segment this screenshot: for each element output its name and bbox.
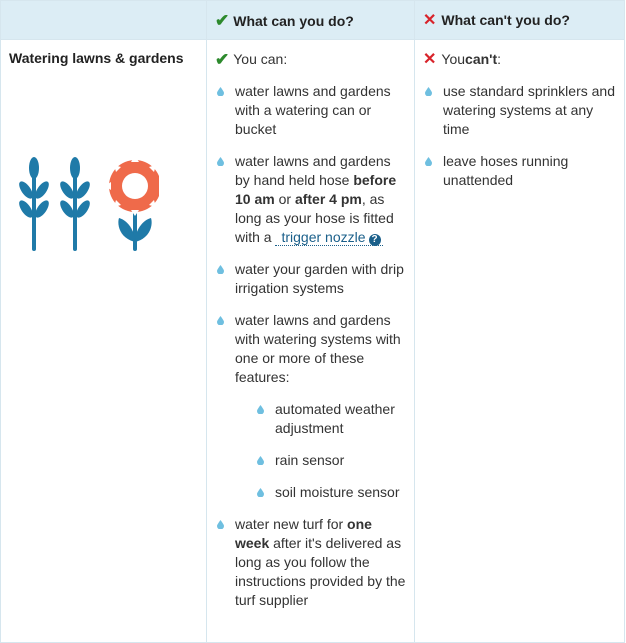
trigger-nozzle-link[interactable] bbox=[275, 229, 382, 246]
droplet-icon bbox=[425, 157, 432, 166]
help-icon[interactable]: ? bbox=[369, 234, 381, 246]
cant-intro-bold: can't bbox=[465, 51, 498, 67]
list-item-text: water your garden with drip irrigation systems bbox=[235, 261, 404, 296]
can-intro bbox=[215, 50, 406, 69]
list-item bbox=[215, 82, 406, 139]
cross-icon: ✕ bbox=[423, 11, 437, 29]
bold-time: before 10 am bbox=[235, 172, 397, 207]
droplet-icon bbox=[217, 520, 224, 529]
row-label: Watering lawns & gardens bbox=[9, 50, 184, 66]
list-item-text: leave hoses running unattended bbox=[443, 153, 569, 188]
droplet-icon bbox=[257, 405, 264, 414]
can-list bbox=[215, 82, 406, 610]
check-icon: ✔ bbox=[215, 10, 230, 30]
header-cant bbox=[415, 1, 625, 40]
list-item bbox=[423, 82, 616, 139]
list-item-text: after it's delivered as long as you follow the instructions provided by the turf supplier bbox=[235, 535, 406, 608]
bold-duration: one week bbox=[235, 516, 372, 551]
row-label-cell bbox=[1, 40, 207, 643]
header-corner bbox=[1, 1, 207, 40]
list-item bbox=[255, 451, 406, 470]
list-item bbox=[215, 311, 406, 502]
header-can bbox=[207, 1, 415, 40]
droplet-icon bbox=[217, 316, 224, 325]
droplet-icon bbox=[425, 87, 432, 96]
can-intro-text: You can: bbox=[233, 51, 288, 67]
feature-text: rain sensor bbox=[275, 452, 345, 468]
trigger-nozzle-link-text[interactable]: trigger nozzle bbox=[281, 229, 366, 245]
cant-intro-colon: : bbox=[497, 51, 502, 67]
feature-text: automated weather adjustment bbox=[275, 401, 395, 436]
list-item-text: water lawns and gardens with watering systems with one or more of these features: bbox=[235, 312, 401, 385]
cross-icon: ✕ bbox=[423, 51, 437, 68]
can-cell bbox=[207, 40, 415, 643]
list-item-text: , as long as your hose is fitted with a bbox=[235, 191, 394, 245]
list-item bbox=[255, 483, 406, 502]
droplet-icon bbox=[217, 157, 224, 166]
list-item bbox=[423, 152, 616, 190]
cant-intro bbox=[423, 50, 616, 69]
droplet-icon bbox=[257, 456, 264, 465]
header-can-label: What can you do? bbox=[233, 12, 354, 29]
header-row bbox=[1, 1, 625, 40]
bold-time: after 4 pm bbox=[294, 191, 362, 207]
cant-intro-text: You bbox=[441, 51, 466, 67]
droplet-icon bbox=[217, 87, 224, 96]
cant-cell bbox=[415, 40, 625, 643]
droplet-icon bbox=[217, 265, 224, 274]
droplet-icon bbox=[257, 488, 264, 497]
table-row bbox=[1, 40, 625, 643]
list-item bbox=[255, 400, 406, 438]
list-item-text: use standard sprinklers and watering systems at any time bbox=[443, 83, 615, 137]
list-item-text: or bbox=[274, 191, 295, 207]
list-item-text: water lawns and gardens with a watering can or bucket bbox=[235, 83, 391, 137]
list-item bbox=[215, 515, 406, 610]
check-icon: ✔ bbox=[215, 50, 230, 69]
cant-list bbox=[423, 82, 616, 190]
header-cant-label: What can't you do? bbox=[441, 11, 570, 28]
plants-flower-icon bbox=[1, 66, 206, 259]
list-item bbox=[215, 260, 406, 298]
features-list bbox=[235, 400, 406, 502]
list-item-text: water new turf for bbox=[235, 516, 348, 532]
feature-text: soil moisture sensor bbox=[275, 484, 400, 500]
list-item-text: water lawns and gardens by hand held hose bbox=[235, 153, 391, 188]
list-item bbox=[215, 152, 406, 247]
